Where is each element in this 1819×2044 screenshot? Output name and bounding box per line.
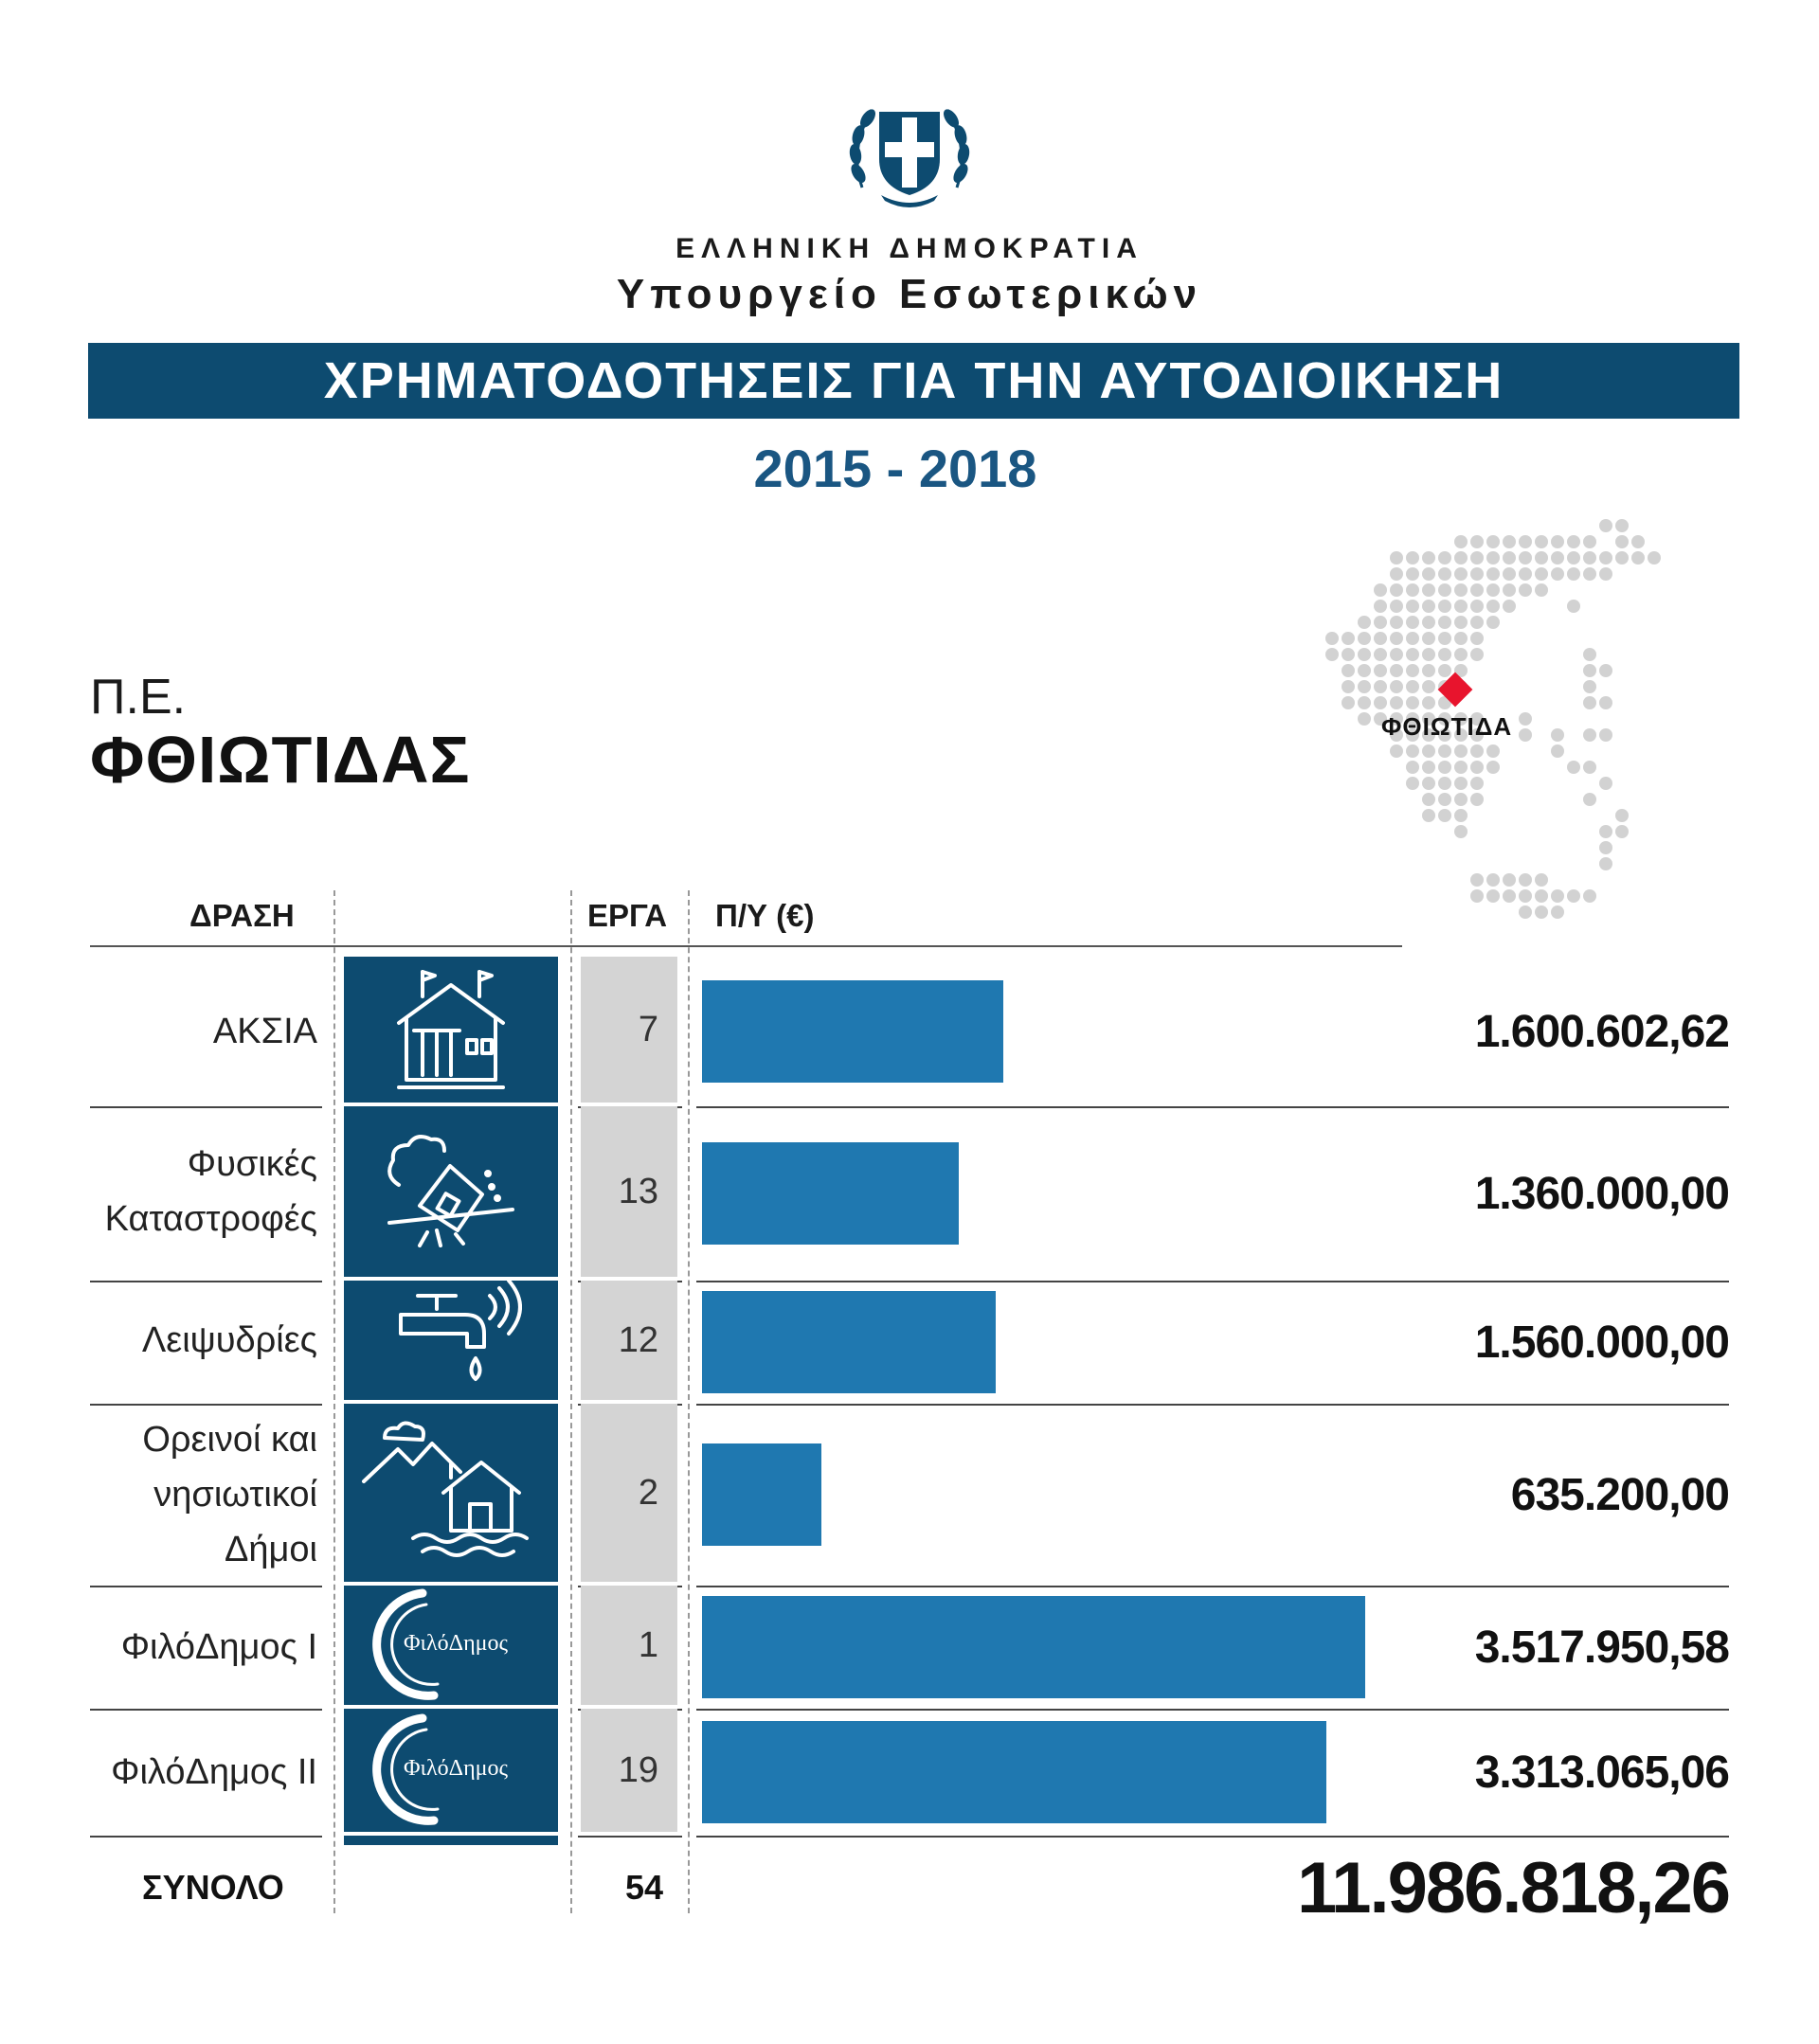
map-dot: [1406, 648, 1419, 661]
map-dot: [1374, 600, 1387, 613]
natural-disaster-house-icon: [370, 1119, 531, 1265]
map-dot: [1406, 777, 1419, 790]
map-dot: [1406, 744, 1419, 758]
map-dot: [1583, 664, 1596, 677]
row-label-text: [111, 1745, 317, 1800]
greek-coat-of-arms-emblem: [843, 83, 976, 216]
map-dot: [1583, 889, 1596, 903]
map-dot: [1422, 777, 1435, 790]
row-icon-cell: [344, 1106, 558, 1281]
filodimos-logo-icon: [356, 1707, 546, 1835]
map-dot: [1519, 535, 1532, 548]
map-dot: [1615, 825, 1629, 838]
map-dot: [1406, 583, 1419, 597]
row-icon-cell: [344, 957, 558, 1106]
row-label-line: Λειψυδρίες: [141, 1320, 317, 1360]
row-label: [76, 1406, 317, 1584]
row-budget-amount: 3.517.950,58: [1474, 1622, 1729, 1673]
svg-text:ΦιλόΔημος: ΦιλόΔημος: [404, 1755, 508, 1781]
map-dot: [1486, 616, 1500, 629]
map-dot: [1535, 551, 1548, 565]
map-dot: [1422, 809, 1435, 822]
column-divider: [688, 890, 690, 1913]
map-dot: [1599, 777, 1612, 790]
map-region-label: ΦΘΙΩΤΙΔΑ: [1381, 712, 1513, 741]
map-dot: [1374, 616, 1387, 629]
map-dot: [1422, 551, 1435, 565]
map-dot: [1406, 551, 1419, 565]
map-dot: [1422, 632, 1435, 645]
map-dot: [1470, 777, 1484, 790]
row-separator: [696, 1836, 1729, 1838]
budget-bar: [702, 1142, 959, 1245]
map-dot: [1390, 680, 1403, 693]
map-dot: [1422, 793, 1435, 806]
icon-column-footer: [344, 1836, 558, 1845]
row-label-text: [142, 1313, 317, 1368]
region-prefix: Π.Ε.: [90, 670, 187, 725]
map-dot: [1486, 744, 1500, 758]
map-dot: [1406, 680, 1419, 693]
map-dot: [1599, 664, 1612, 677]
map-dot: [1390, 567, 1403, 581]
map-dot: [1599, 825, 1612, 838]
row-label-text: [105, 1137, 317, 1246]
map-dot: [1631, 551, 1645, 565]
map-dot: [1551, 535, 1564, 548]
header-rule: [90, 945, 1402, 947]
map-dot: [1390, 551, 1403, 565]
map-dot: [1583, 793, 1596, 806]
map-dot: [1438, 616, 1451, 629]
years-subtitle: 2015 - 2018: [753, 439, 1037, 498]
map-dot: [1599, 567, 1612, 581]
map-dot: [1358, 696, 1371, 709]
map-dot: [1422, 616, 1435, 629]
row-label: [76, 1711, 317, 1834]
map-dot: [1535, 873, 1548, 887]
map-dot: [1583, 567, 1596, 581]
water-tap-icon: [380, 1267, 522, 1414]
map-dot: [1551, 567, 1564, 581]
map-dot: [1486, 873, 1500, 887]
map-dot: [1358, 632, 1371, 645]
map-dot: [1406, 632, 1419, 645]
map-dot: [1390, 616, 1403, 629]
map-dot: [1519, 583, 1532, 597]
map-dot: [1599, 728, 1612, 742]
map-dot: [1406, 696, 1419, 709]
map-dot: [1422, 567, 1435, 581]
row-label-line: νησιωτικοί: [153, 1475, 317, 1515]
map-dot: [1454, 648, 1468, 661]
row-budget-amount: 1.560.000,00: [1474, 1317, 1729, 1368]
column-header-action: ΔΡΑΣΗ: [189, 898, 295, 933]
map-dot: [1325, 632, 1339, 645]
row-label-line: Δήμοι: [225, 1530, 317, 1569]
map-dot: [1358, 712, 1371, 726]
row-label-text: [142, 1412, 317, 1577]
row-label-line: ΑΚΣΙΑ: [212, 1012, 317, 1051]
row-icon-cell: [344, 1404, 558, 1586]
svg-text:ΦιλόΔημος: ΦιλόΔημος: [404, 1630, 508, 1656]
map-dot: [1374, 632, 1387, 645]
row-label-text: [213, 1004, 317, 1059]
map-dot: [1406, 567, 1419, 581]
map-dot: [1390, 648, 1403, 661]
map-dot: [1454, 535, 1468, 548]
map-dot: [1503, 567, 1516, 581]
row-project-count: 12: [581, 1281, 677, 1404]
map-dot: [1422, 648, 1435, 661]
map-dot: [1583, 648, 1596, 661]
map-dot: [1454, 744, 1468, 758]
map-dot: [1519, 889, 1532, 903]
row-project-count: 2: [581, 1404, 677, 1586]
map-dot: [1519, 551, 1532, 565]
map-dot: [1422, 583, 1435, 597]
map-dot: [1374, 664, 1387, 677]
column-divider: [333, 890, 335, 1913]
mountain-island-house-icon: [356, 1415, 546, 1571]
map-dot: [1406, 616, 1419, 629]
map-dot: [1486, 551, 1500, 565]
map-dot: [1470, 632, 1484, 645]
map-dot: [1599, 857, 1612, 870]
map-dot: [1454, 793, 1468, 806]
map-dot: [1454, 809, 1468, 822]
row-label-line: ΦιλόΔημος ΙΙ: [111, 1752, 317, 1792]
map-dot: [1358, 680, 1371, 693]
map-dot: [1567, 567, 1580, 581]
dotted-map-of-greece: [1288, 516, 1686, 990]
column-divider: [570, 890, 572, 1913]
total-projects: 54: [624, 1868, 663, 1907]
total-amount: 11.986.818,26: [1297, 1848, 1729, 1928]
map-dot: [1567, 761, 1580, 774]
map-dot: [1390, 664, 1403, 677]
map-dot: [1454, 761, 1468, 774]
map-dot: [1519, 905, 1532, 919]
map-dot: [1438, 809, 1451, 822]
map-dot: [1438, 551, 1451, 565]
map-dot: [1583, 696, 1596, 709]
map-dot: [1583, 761, 1596, 774]
map-dot: [1390, 696, 1403, 709]
row-icon-cell: [344, 1281, 558, 1404]
map-dot: [1535, 905, 1548, 919]
map-dot: [1599, 696, 1612, 709]
total-label: ΣΥΝΟΛΟ: [142, 1868, 284, 1907]
map-dot: [1342, 680, 1355, 693]
map-dot: [1551, 744, 1564, 758]
row-budget-amount: 3.313.065,06: [1474, 1747, 1729, 1798]
map-dot: [1551, 889, 1564, 903]
map-dot: [1374, 648, 1387, 661]
map-dot: [1374, 583, 1387, 597]
row-label: [76, 1281, 317, 1400]
map-dot: [1438, 632, 1451, 645]
map-dot: [1406, 600, 1419, 613]
map-dot: [1615, 809, 1629, 822]
map-dot: [1470, 889, 1484, 903]
map-dot: [1486, 535, 1500, 548]
map-dot: [1519, 873, 1532, 887]
map-dot: [1535, 889, 1548, 903]
map-dot: [1535, 535, 1548, 548]
map-dot: [1374, 696, 1387, 709]
map-dot: [1486, 889, 1500, 903]
map-dot: [1615, 551, 1629, 565]
map-dot: [1422, 744, 1435, 758]
map-dot: [1631, 535, 1645, 548]
map-dot: [1535, 567, 1548, 581]
map-dot: [1519, 567, 1532, 581]
map-dot: [1454, 567, 1468, 581]
map-dot: [1503, 583, 1516, 597]
map-dot: [1567, 600, 1580, 613]
column-header-budget: Π/Υ (€): [715, 898, 815, 933]
map-dot: [1551, 905, 1564, 919]
map-dot: [1358, 616, 1371, 629]
row-project-count: 19: [581, 1709, 677, 1836]
map-dot: [1486, 761, 1500, 774]
map-dot: [1470, 744, 1484, 758]
map-dot: [1438, 744, 1451, 758]
map-dot: [1342, 648, 1355, 661]
row-icon-cell: [344, 1586, 558, 1709]
map-dot: [1599, 519, 1612, 532]
map-dot: [1454, 632, 1468, 645]
map-dot: [1615, 535, 1629, 548]
map-dot: [1470, 616, 1484, 629]
map-dot: [1470, 583, 1484, 597]
map-dot: [1503, 600, 1516, 613]
row-budget-amount: 1.600.602,62: [1474, 1006, 1729, 1057]
map-dot: [1454, 600, 1468, 613]
map-dot: [1486, 567, 1500, 581]
column-header-projects: ΕΡΓΑ: [587, 898, 668, 933]
map-dot: [1438, 583, 1451, 597]
map-dot: [1342, 696, 1355, 709]
map-dot: [1374, 680, 1387, 693]
budget-bar: [702, 980, 1003, 1083]
map-dot: [1438, 567, 1451, 581]
map-dot: [1470, 648, 1484, 661]
map-dot: [1551, 728, 1564, 742]
map-dot: [1583, 535, 1596, 548]
row-icon-cell: [344, 1709, 558, 1836]
map-dot: [1551, 551, 1564, 565]
country-name: ΕΛΛΗΝΙΚΗ ΔΗΜΟΚΡΑΤΙΑ: [675, 233, 1144, 264]
map-dot: [1470, 793, 1484, 806]
row-label: [76, 1106, 317, 1277]
map-dot: [1406, 664, 1419, 677]
map-dot: [1470, 873, 1484, 887]
map-dot: [1470, 761, 1484, 774]
ministry-name: Υπουργείο Εσωτερικών: [616, 271, 1203, 317]
map-dot: [1422, 696, 1435, 709]
map-dot: [1599, 551, 1612, 565]
row-label-line: Φυσικές: [187, 1144, 317, 1184]
map-dot: [1519, 712, 1532, 726]
map-dot: [1648, 551, 1661, 565]
map-dot: [1342, 632, 1355, 645]
map-dot: [1406, 761, 1419, 774]
map-dot: [1454, 825, 1468, 838]
map-dot: [1503, 535, 1516, 548]
map-dot: [1486, 583, 1500, 597]
map-dot: [1438, 648, 1451, 661]
map-dot: [1567, 889, 1580, 903]
map-dot: [1422, 664, 1435, 677]
filodimos-logo-icon: [356, 1582, 546, 1710]
map-dot: [1454, 777, 1468, 790]
row-label-line: Καταστροφές: [104, 1199, 317, 1239]
budget-bar: [702, 1443, 821, 1546]
map-dot: [1535, 583, 1548, 597]
map-dot: [1422, 600, 1435, 613]
map-dot: [1390, 744, 1403, 758]
map-dot: [1454, 583, 1468, 597]
row-label-line: ΦιλόΔημος Ι: [120, 1627, 317, 1667]
map-dot: [1422, 761, 1435, 774]
row-label-line: Ορεινοί και: [142, 1420, 317, 1460]
map-dot: [1519, 728, 1532, 742]
row-budget-amount: 1.360.000,00: [1474, 1168, 1729, 1219]
map-dot: [1567, 535, 1580, 548]
map-dot: [1503, 873, 1516, 887]
town-hall-icon: [380, 957, 522, 1103]
row-separator: [578, 1836, 682, 1838]
map-dot: [1486, 600, 1500, 613]
map-dot: [1454, 616, 1468, 629]
map-dot: [1615, 519, 1629, 532]
map-dot: [1599, 841, 1612, 854]
map-dot: [1390, 600, 1403, 613]
map-dot: [1325, 648, 1339, 661]
map-dot: [1390, 583, 1403, 597]
map-dot: [1567, 551, 1580, 565]
map-dot: [1583, 551, 1596, 565]
map-dot: [1503, 889, 1516, 903]
region-name: ΦΘΙΩΤΙΔΑΣ: [90, 723, 471, 797]
map-dot: [1390, 632, 1403, 645]
row-label-text: [121, 1620, 317, 1675]
row-project-count: 1: [581, 1586, 677, 1709]
map-dot: [1470, 551, 1484, 565]
row-project-count: 7: [581, 957, 677, 1106]
map-dot: [1358, 648, 1371, 661]
map-dot: [1454, 551, 1468, 565]
row-budget-amount: 635.200,00: [1510, 1469, 1729, 1520]
title-banner: ΧΡΗΜΑΤΟΔΟΤΗΣΕΙΣ ΓΙΑ ΤΗΝ ΑΥΤΟΔΙΟΙΚΗΣΗ: [88, 343, 1739, 419]
map-dot: [1358, 664, 1371, 677]
map-dot: [1438, 600, 1451, 613]
map-dot: [1470, 535, 1484, 548]
budget-bar: [702, 1291, 996, 1393]
map-dot: [1583, 728, 1596, 742]
map-dot: [1503, 551, 1516, 565]
map-dot: [1470, 600, 1484, 613]
map-dot: [1583, 680, 1596, 693]
row-label: [76, 1587, 317, 1707]
row-separator: [90, 1836, 322, 1838]
map-dot: [1342, 664, 1355, 677]
map-dot: [1438, 793, 1451, 806]
map-dot: [1438, 664, 1451, 677]
row-label: [76, 959, 317, 1104]
map-dot: [1470, 567, 1484, 581]
row-project-count: 13: [581, 1106, 677, 1281]
map-dot: [1422, 680, 1435, 693]
map-dot: [1438, 761, 1451, 774]
map-dot: [1438, 777, 1451, 790]
